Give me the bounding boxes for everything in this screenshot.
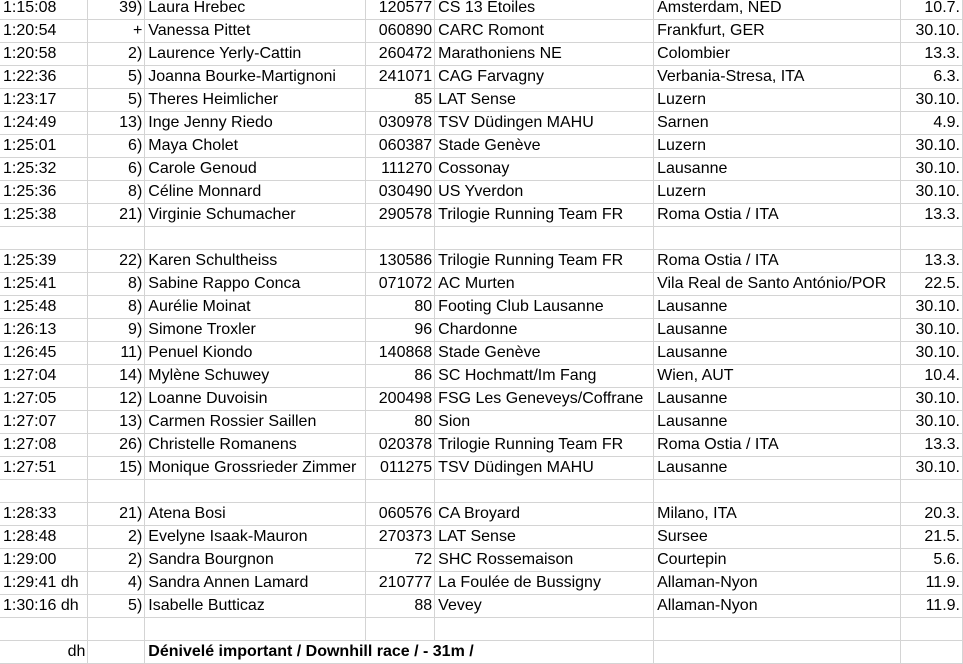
name-cell: Evelyne Isaak-Mauron <box>145 526 366 549</box>
venue-cell <box>654 618 901 641</box>
date-cell: 30.10. <box>901 181 963 204</box>
date-cell <box>901 227 963 250</box>
date-cell: 30.10. <box>901 20 963 43</box>
time-cell: 1:23:17 <box>0 89 88 112</box>
venue-cell: Lausanne <box>654 388 901 411</box>
time-cell: 1:28:48 <box>0 526 88 549</box>
date-cell: 10.4. <box>901 365 963 388</box>
name-cell: Simone Troxler <box>145 319 366 342</box>
club-cell: Marathoniens NE <box>435 43 654 66</box>
club-cell: CAG Farvagny <box>435 66 654 89</box>
name-cell: Atena Bosi <box>145 503 366 526</box>
date-cell: 6.3. <box>901 66 963 89</box>
id-cell: 200498 <box>366 388 435 411</box>
rank-cell: 2) <box>88 526 145 549</box>
date-cell: 22.5. <box>901 273 963 296</box>
table-row <box>0 480 963 503</box>
id-cell: 011275 <box>366 457 435 480</box>
time-cell: 1:22:36 <box>0 66 88 89</box>
name-cell: Christelle Romanens <box>145 434 366 457</box>
id-cell <box>366 480 435 503</box>
id-cell: 060387 <box>366 135 435 158</box>
club-cell: US Yverdon <box>435 181 654 204</box>
id-cell: 020378 <box>366 434 435 457</box>
name-cell: Carmen Rossier Saillen <box>145 411 366 434</box>
date-cell: 30.10. <box>901 135 963 158</box>
table-row <box>0 158 963 181</box>
date-cell: 30.10. <box>901 158 963 181</box>
table-row <box>0 181 963 204</box>
club-cell: Footing Club Lausanne <box>435 296 654 319</box>
name-cell: Sandra Bourgnon <box>145 549 366 572</box>
footer-row <box>0 641 963 664</box>
rank-cell: 26) <box>88 434 145 457</box>
id-cell: 72 <box>366 549 435 572</box>
time-cell: 1:30:16 dh <box>0 595 88 618</box>
table-row <box>0 273 963 296</box>
time-cell: 1:29:00 <box>0 549 88 572</box>
name-cell: Monique Grossrieder Zimmer <box>145 457 366 480</box>
time-cell: 1:20:54 <box>0 20 88 43</box>
date-cell: 4.9. <box>901 112 963 135</box>
time-cell: 1:28:33 <box>0 503 88 526</box>
table-row <box>0 595 963 618</box>
time-cell: 1:27:07 <box>0 411 88 434</box>
footer-abbr: dh <box>0 641 88 664</box>
date-cell: 13.3. <box>901 204 963 227</box>
club-cell: AC Murten <box>435 273 654 296</box>
id-cell: 030978 <box>366 112 435 135</box>
id-cell: 85 <box>366 89 435 112</box>
table-row <box>0 112 963 135</box>
table-row <box>0 89 963 112</box>
name-cell: Aurélie Moinat <box>145 296 366 319</box>
table-row <box>0 135 963 158</box>
venue-cell: Allaman-Nyon <box>654 572 901 595</box>
date-cell: 11.9. <box>901 595 963 618</box>
id-cell: 260472 <box>366 43 435 66</box>
venue-cell: Luzern <box>654 89 901 112</box>
time-cell: 1:27:04 <box>0 365 88 388</box>
id-cell: 86 <box>366 365 435 388</box>
venue-cell: Colombier <box>654 43 901 66</box>
time-cell: 1:27:05 <box>0 388 88 411</box>
name-cell: Laura Hrebec <box>145 0 366 20</box>
id-cell: 130586 <box>366 250 435 273</box>
time-cell: 1:25:32 <box>0 158 88 181</box>
rank-cell: 13) <box>88 112 145 135</box>
time-cell: 1:25:41 <box>0 273 88 296</box>
venue-cell: Lausanne <box>654 158 901 181</box>
date-cell: 10.7. <box>901 0 963 20</box>
time-cell <box>0 618 88 641</box>
id-cell: 030490 <box>366 181 435 204</box>
date-cell: 13.3. <box>901 250 963 273</box>
rank-cell: 4) <box>88 572 145 595</box>
name-cell: Virginie Schumacher <box>145 204 366 227</box>
date-cell: 30.10. <box>901 319 963 342</box>
time-cell <box>0 480 88 503</box>
venue-cell: Courtepin <box>654 549 901 572</box>
name-cell: Isabelle Butticaz <box>145 595 366 618</box>
name-cell <box>145 480 366 503</box>
venue-cell: Sursee <box>654 526 901 549</box>
table-row <box>0 66 963 89</box>
club-cell: Trilogie Running Team FR <box>435 250 654 273</box>
table-row <box>0 342 963 365</box>
table-row <box>0 457 963 480</box>
club-cell: CARC Romont <box>435 20 654 43</box>
id-cell: 140868 <box>366 342 435 365</box>
club-cell: TSV Düdingen MAHU <box>435 457 654 480</box>
footer-spacer <box>901 641 963 664</box>
time-cell: 1:15:08 <box>0 0 88 20</box>
id-cell: 88 <box>366 595 435 618</box>
date-cell: 30.10. <box>901 89 963 112</box>
name-cell: Theres Heimlicher <box>145 89 366 112</box>
venue-cell: Roma Ostia / ITA <box>654 204 901 227</box>
venue-cell: Wien, AUT <box>654 365 901 388</box>
name-cell: Sabine Rappo Conca <box>145 273 366 296</box>
club-cell: LAT Sense <box>435 89 654 112</box>
venue-cell: Lausanne <box>654 457 901 480</box>
club-cell: Stade Genève <box>435 342 654 365</box>
club-cell: La Foulée de Bussigny <box>435 572 654 595</box>
id-cell: 270373 <box>366 526 435 549</box>
table-row <box>0 618 963 641</box>
venue-cell: Verbania-Stresa, ITA <box>654 66 901 89</box>
time-cell: 1:24:49 <box>0 112 88 135</box>
date-cell: 11.9. <box>901 572 963 595</box>
rank-cell: 39) <box>88 0 145 20</box>
date-cell <box>901 480 963 503</box>
rank-cell: 6) <box>88 135 145 158</box>
id-cell: 060890 <box>366 20 435 43</box>
club-cell: CS 13 Etoiles <box>435 0 654 20</box>
time-cell <box>0 227 88 250</box>
rank-cell: 22) <box>88 250 145 273</box>
venue-cell: Sarnen <box>654 112 901 135</box>
rank-cell: 8) <box>88 296 145 319</box>
id-cell <box>366 227 435 250</box>
venue-cell: Luzern <box>654 135 901 158</box>
time-cell: 1:25:01 <box>0 135 88 158</box>
club-cell: LAT Sense <box>435 526 654 549</box>
club-cell: CA Broyard <box>435 503 654 526</box>
date-cell: 30.10. <box>901 342 963 365</box>
id-cell: 071072 <box>366 273 435 296</box>
table-row <box>0 227 963 250</box>
table-row <box>0 388 963 411</box>
date-cell: 13.3. <box>901 43 963 66</box>
id-cell: 060576 <box>366 503 435 526</box>
date-cell: 20.3. <box>901 503 963 526</box>
venue-cell: Lausanne <box>654 411 901 434</box>
id-cell <box>366 618 435 641</box>
venue-cell <box>654 227 901 250</box>
rank-cell: 2) <box>88 549 145 572</box>
table-row <box>0 434 963 457</box>
date-cell: 5.6. <box>901 549 963 572</box>
rank-cell <box>88 227 145 250</box>
club-cell: SC Hochmatt/Im Fang <box>435 365 654 388</box>
table-row <box>0 526 963 549</box>
club-cell <box>435 480 654 503</box>
rank-cell: 15) <box>88 457 145 480</box>
table-row <box>0 503 963 526</box>
table-row <box>0 572 963 595</box>
time-cell: 1:26:45 <box>0 342 88 365</box>
time-cell: 1:25:38 <box>0 204 88 227</box>
rank-cell: 11) <box>88 342 145 365</box>
rank-cell: 21) <box>88 204 145 227</box>
venue-cell: Allaman-Nyon <box>654 595 901 618</box>
table-row <box>0 20 963 43</box>
time-cell: 1:27:51 <box>0 457 88 480</box>
rank-cell: 14) <box>88 365 145 388</box>
table-row <box>0 411 963 434</box>
time-cell: 1:25:48 <box>0 296 88 319</box>
time-cell: 1:20:58 <box>0 43 88 66</box>
club-cell: Vevey <box>435 595 654 618</box>
name-cell: Mylène Schuwey <box>145 365 366 388</box>
venue-cell <box>654 480 901 503</box>
venue-cell: Lausanne <box>654 296 901 319</box>
table-row <box>0 365 963 388</box>
venue-cell: Roma Ostia / ITA <box>654 434 901 457</box>
venue-cell: Luzern <box>654 181 901 204</box>
club-cell <box>435 618 654 641</box>
venue-cell: Amsterdam, NED <box>654 0 901 20</box>
name-cell: Karen Schultheiss <box>145 250 366 273</box>
id-cell: 111270 <box>366 158 435 181</box>
footer-spacer <box>88 641 145 664</box>
club-cell <box>435 227 654 250</box>
rank-cell: 2) <box>88 43 145 66</box>
table-row <box>0 0 963 20</box>
rank-cell: 12) <box>88 388 145 411</box>
club-cell: Trilogie Running Team FR <box>435 434 654 457</box>
venue-cell: Lausanne <box>654 319 901 342</box>
time-cell: 1:29:41 dh <box>0 572 88 595</box>
name-cell: Laurence Yerly-Cattin <box>145 43 366 66</box>
name-cell: Joanna Bourke-Martignoni <box>145 66 366 89</box>
club-cell: SHC Rossemaison <box>435 549 654 572</box>
id-cell: 290578 <box>366 204 435 227</box>
club-cell: Chardonne <box>435 319 654 342</box>
club-cell: Stade Genève <box>435 135 654 158</box>
name-cell: Sandra Annen Lamard <box>145 572 366 595</box>
venue-cell: Roma Ostia / ITA <box>654 250 901 273</box>
club-cell: Trilogie Running Team FR <box>435 204 654 227</box>
date-cell: 30.10. <box>901 296 963 319</box>
table-row <box>0 319 963 342</box>
date-cell: 13.3. <box>901 434 963 457</box>
rank-cell: 5) <box>88 66 145 89</box>
name-cell: Maya Cholet <box>145 135 366 158</box>
name-cell: Inge Jenny Riedo <box>145 112 366 135</box>
rank-cell <box>88 480 145 503</box>
rank-cell: 8) <box>88 273 145 296</box>
venue-cell: Vila Real de Santo António/POR <box>654 273 901 296</box>
id-cell: 96 <box>366 319 435 342</box>
venue-cell: Frankfurt, GER <box>654 20 901 43</box>
name-cell: Vanessa Pittet <box>145 20 366 43</box>
date-cell: 30.10. <box>901 388 963 411</box>
rank-cell: 13) <box>88 411 145 434</box>
name-cell: Penuel Kiondo <box>145 342 366 365</box>
time-cell: 1:25:36 <box>0 181 88 204</box>
date-cell: 21.5. <box>901 526 963 549</box>
time-cell: 1:26:13 <box>0 319 88 342</box>
rank-cell: 6) <box>88 158 145 181</box>
table-row <box>0 204 963 227</box>
venue-cell: Milano, ITA <box>654 503 901 526</box>
name-cell <box>145 618 366 641</box>
club-cell: TSV Düdingen MAHU <box>435 112 654 135</box>
footer-note: Dénivelé important / Downhill race / - 31m / <box>145 641 654 664</box>
rank-cell: 21) <box>88 503 145 526</box>
id-cell: 241071 <box>366 66 435 89</box>
rank-cell: + <box>88 20 145 43</box>
table-row <box>0 250 963 273</box>
name-cell: Carole Genoud <box>145 158 366 181</box>
club-cell: Cossonay <box>435 158 654 181</box>
name-cell: Loanne Duvoisin <box>145 388 366 411</box>
time-cell: 1:25:39 <box>0 250 88 273</box>
id-cell: 210777 <box>366 572 435 595</box>
venue-cell: Lausanne <box>654 342 901 365</box>
rank-cell: 9) <box>88 319 145 342</box>
table-row <box>0 43 963 66</box>
rank-cell: 5) <box>88 595 145 618</box>
name-cell: Céline Monnard <box>145 181 366 204</box>
time-cell: 1:27:08 <box>0 434 88 457</box>
club-cell: Sion <box>435 411 654 434</box>
table-row <box>0 296 963 319</box>
rank-cell: 5) <box>88 89 145 112</box>
id-cell: 80 <box>366 411 435 434</box>
table-row <box>0 549 963 572</box>
footer-spacer <box>654 641 901 664</box>
date-cell: 30.10. <box>901 411 963 434</box>
name-cell <box>145 227 366 250</box>
id-cell: 120577 <box>366 0 435 20</box>
rank-cell: 8) <box>88 181 145 204</box>
club-cell: FSG Les Geneveys/Coffrane <box>435 388 654 411</box>
rank-cell <box>88 618 145 641</box>
date-cell: 30.10. <box>901 457 963 480</box>
id-cell: 80 <box>366 296 435 319</box>
date-cell <box>901 618 963 641</box>
